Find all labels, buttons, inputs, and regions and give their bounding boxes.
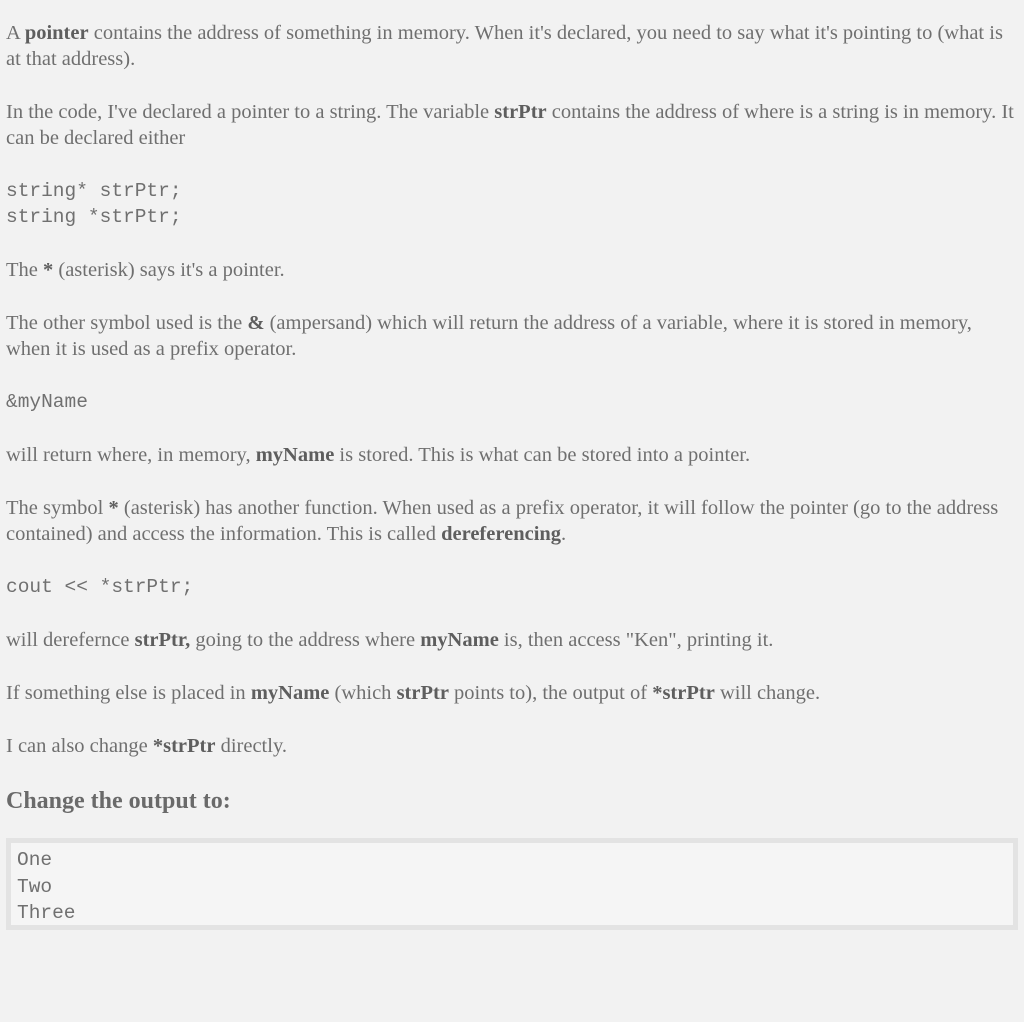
paragraph-declaration <box>6 99 1016 151</box>
term-ampersand: & <box>247 312 265 334</box>
text: is stored. This is what can be stored into a pointer. <box>334 444 751 466</box>
code-block-declarations <box>6 178 1016 230</box>
code-line: string* strPtr; <box>6 180 182 202</box>
text: In the code, I've declared a pointer to a string. The variable <box>6 101 495 123</box>
term-strptr: strPtr <box>494 101 547 123</box>
code-block-address-of: &myName <box>6 391 88 413</box>
text: (which <box>329 682 397 704</box>
text: will change. <box>714 682 821 704</box>
paragraph-output-change <box>6 680 1016 706</box>
paragraph-asterisk <box>6 257 1016 283</box>
text: If something else is placed in <box>6 682 251 704</box>
term-deref-strptr: *strPtr <box>152 735 216 757</box>
text: directly. <box>215 735 287 757</box>
paragraph-dereference-result <box>6 627 1016 653</box>
term-dereferencing: dereferencing <box>441 523 562 545</box>
code-line: string *strPtr; <box>6 206 182 228</box>
term-strptr: strPtr, <box>134 629 191 651</box>
text: A <box>6 22 25 44</box>
term-myname: myName <box>255 444 335 466</box>
term-deref-strptr: *strPtr <box>652 682 715 704</box>
term-asterisk: * <box>43 259 54 281</box>
output-line: Three <box>17 902 76 924</box>
text: The symbol <box>6 497 109 519</box>
text: will return where, in memory, <box>6 444 256 466</box>
paragraph-dereferencing <box>6 495 1016 547</box>
term-asterisk: * <box>108 497 119 519</box>
text: The <box>6 259 43 281</box>
paragraph-address-return <box>6 442 1016 468</box>
text: The other symbol used is the <box>6 312 248 334</box>
text: I can also change <box>6 735 153 757</box>
term-strptr: strPtr <box>396 682 449 704</box>
output-line: One <box>17 849 53 871</box>
term-myname: myName <box>250 682 330 704</box>
task-heading: Change the output to: <box>6 788 231 814</box>
text: points to), the output of <box>448 682 653 704</box>
text: going to the address where <box>190 629 421 651</box>
output-line: Two <box>17 875 53 898</box>
paragraph-direct-change <box>6 733 1016 759</box>
paragraph-pointer-definition <box>6 20 1016 72</box>
code-block-cout: cout << *strPtr; <box>6 576 194 598</box>
paragraph-ampersand <box>6 310 1016 362</box>
term-pointer: pointer <box>24 22 89 44</box>
text: contains the address of something in memory. When it's declared, you need to say what it's pointing to (what is at that address). <box>6 22 1003 70</box>
text: will derefernce <box>6 629 135 651</box>
text: (ampersand) which will return the address of a variable, where it is stored in memory, when it is used as a prefix operator. <box>6 312 972 360</box>
term-myname: myName <box>420 629 499 651</box>
text: is, then access "Ken", printing it. <box>498 629 774 651</box>
text: (asterisk) says it's a pointer. <box>53 259 285 281</box>
text: (asterisk) has another function. When used as a prefix operator, it will follow the pointer (go to the address contained) and access the information. This is called <box>6 497 999 545</box>
text: . <box>561 523 567 545</box>
expected-output-box <box>6 838 1018 930</box>
text: contains the address of where is a string is in memory. It can be declared either <box>6 101 1014 149</box>
